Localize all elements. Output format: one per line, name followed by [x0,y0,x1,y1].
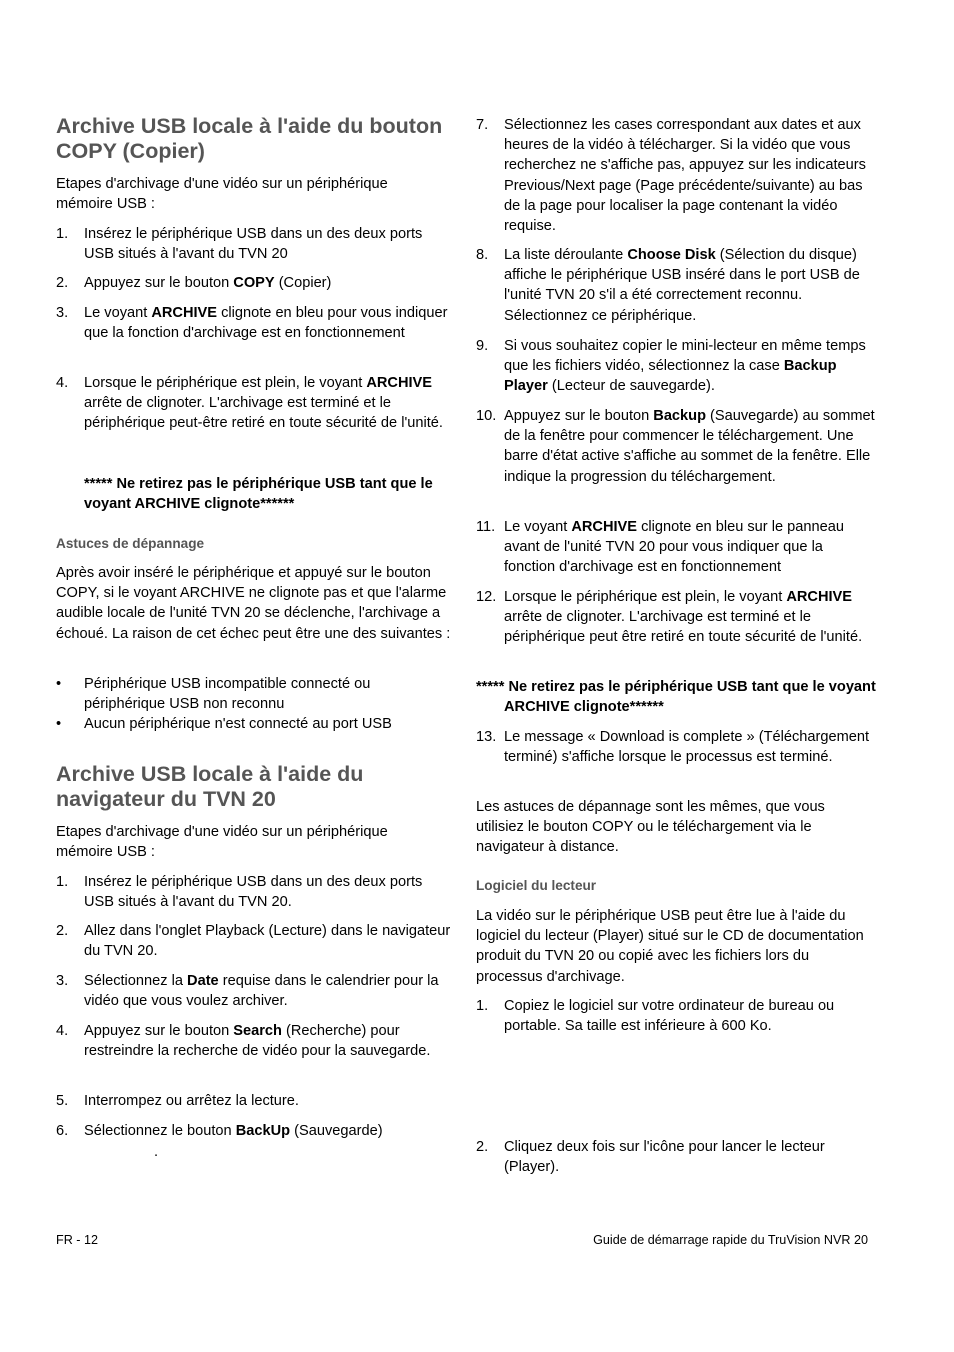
subheading-troubleshooting: Astuces de dépannage [56,536,205,551]
list-number: 3. [56,305,69,321]
section-heading-browser: Archive USB locale à l'aide du navigateur du TVN 20 [56,762,364,811]
list-number: 13. [476,729,497,745]
list-number: 3. [56,973,69,989]
list-text: Lorsque le périphérique est plein, le voyant ARCHIVE arrête de clignoter. L'archivage est terminé et le périphérique peut-être retiré en toute sécurité de l'unité. [84,375,443,432]
intro-paragraph-2: Etapes d'archivage d'une vidéo sur un périphérique mémoire USB : [56,824,388,861]
list-number: 10. [476,408,497,424]
footer-page-number: FR - 12 [56,1233,98,1247]
list-text: Si vous souhaitez copier le mini-lecteur en même temps que les fichiers vidéo, sélectionnez la case Backup Player (Lecteur de sauvegarde). [504,338,866,395]
list-number: 1. [56,874,69,890]
list-text: Sélectionnez le bouton BackUp (Sauvegarde) [84,1123,383,1139]
troubleshooting-same-paragraph: Les astuces de dépannage sont les mêmes, que vous utilisiez le bouton COPY ou le téléchargement via le navigateur à distance. [476,799,825,856]
list-text: Appuyez sur le bouton COPY (Copier) [84,275,332,291]
list-text: Insérez le périphérique USB dans un des deux ports USB situés à l'avant du TVN 20 [84,226,423,263]
list-text: Le voyant ARCHIVE clignote en bleu pour vous indiquer que la fonction d'archivage est en fonctionnement [84,305,448,342]
list-text: La liste déroulante Choose Disk (Sélection du disque) affiche le périphérique USB inséré dans le port USB de l'unité TVN 20 s'il a été correctement reconnu. Sélectionnez ce périphérique. [504,247,860,324]
list-number: 2. [476,1139,489,1155]
bullet-icon: • [56,676,62,692]
list-text: Interrompez ou arrêtez la lecture. [84,1093,299,1109]
list-text: Lorsque le périphérique est plein, le voyant ARCHIVE arrête de clignoter. L'archivage est terminé et le périphérique peut être retiré en toute sécurité de l'unité. [504,589,863,646]
list-text: Cliquez deux fois sur l'icône pour lancer le lecteur (Player). [504,1139,825,1176]
list-number: 2. [56,275,69,291]
warning-note-2: ***** Ne retirez pas le périphérique USB tant que le voyant ARCHIVE clignote****** [476,679,876,716]
list-text: Le voyant ARCHIVE clignote en bleu sur le panneau avant de l'unité TVN 20 pour vous indiquer que la fonction d'archivage est en fonctionnement [504,519,844,576]
list-number: 11. [476,519,496,535]
list-text: Le message « Download is complete » (Téléchargement terminé) s'affiche lorsque le processus est terminé. [504,729,870,766]
list-text: Copiez le logiciel sur votre ordinateur de bureau ou portable. Sa taille est inférieure à 600 Ko. [504,998,835,1035]
list-text: Sélectionnez la Date requise dans le calendrier pour la vidéo que vous voulez archiver. [84,973,439,1010]
player-paragraph: La vidéo sur le périphérique USB peut être lue à l'aide du logiciel du lecteur (Player) situé sur le CD de documentation produit du TVN 20 ou copié avec les fichiers lors du processus d'archivage. [476,908,864,985]
list-number: 9. [476,338,489,354]
list-number: 6. [56,1123,69,1139]
subheading-player-software: Logiciel du lecteur [476,878,597,893]
footer-guide-title: Guide de démarrage rapide du TruVision NVR 20 [593,1233,868,1247]
list-text: Insérez le périphérique USB dans un des deux ports USB situés à l'avant du TVN 20. [84,874,423,911]
intro-paragraph-1: Etapes d'archivage d'une vidéo sur un périphérique mémoire USB : [56,176,388,213]
list-number: 1. [476,998,489,1014]
section-heading-copy-button: Archive USB locale à l'aide du bouton COPY (Copier) [56,114,443,163]
list-text: Appuyez sur le bouton Backup (Sauvegarde) au sommet de la fenêtre pour commencer le téléchargement. Une barre d'état active s'affiche au sommet de la fenêtre. Elle indique la progression du téléchargement. [504,408,875,485]
stray-dot: . [154,1144,159,1160]
list-number: 5. [56,1093,69,1109]
list-text: Allez dans l'onglet Playback (Lecture) dans le navigateur du TVN 20. [84,923,451,960]
list-number: 1. [56,226,69,242]
list-number: 4. [56,1023,69,1039]
bullet-icon: • [56,716,62,732]
list-number: 8. [476,247,489,263]
list-text: Appuyez sur le bouton Search (Recherche) pour restreindre la recherche de vidéo pour la sauvegarde. [84,1023,431,1060]
list-number: 2. [56,923,69,939]
troubleshooting-paragraph: Après avoir inséré le périphérique et appuyé sur le bouton COPY, si le voyant ARCHIVE ne clignote pas et que l'alarme audible locale de l'unité TVN 20 se déclenche, l'archivage a échoué. La raison de cet échec peut être une des suivantes : [56,565,451,642]
warning-note-1: ***** Ne retirez pas le périphérique USB tant que le voyant ARCHIVE clignote****** [84,476,433,513]
list-text: Sélectionnez les cases correspondant aux dates et aux heures de la vidéo à télécharger. Si la vidéo que vous recherchez ne s'affiche pas, appuyez sur les indicateurs Previous/Next page (Page précédente/suivante) au bas de la page pour localiser la page contenant la vidéo requise. [504,117,866,235]
list-number: 7. [476,117,489,133]
list-number: 4. [56,375,69,391]
list-number: 12. [476,589,497,605]
